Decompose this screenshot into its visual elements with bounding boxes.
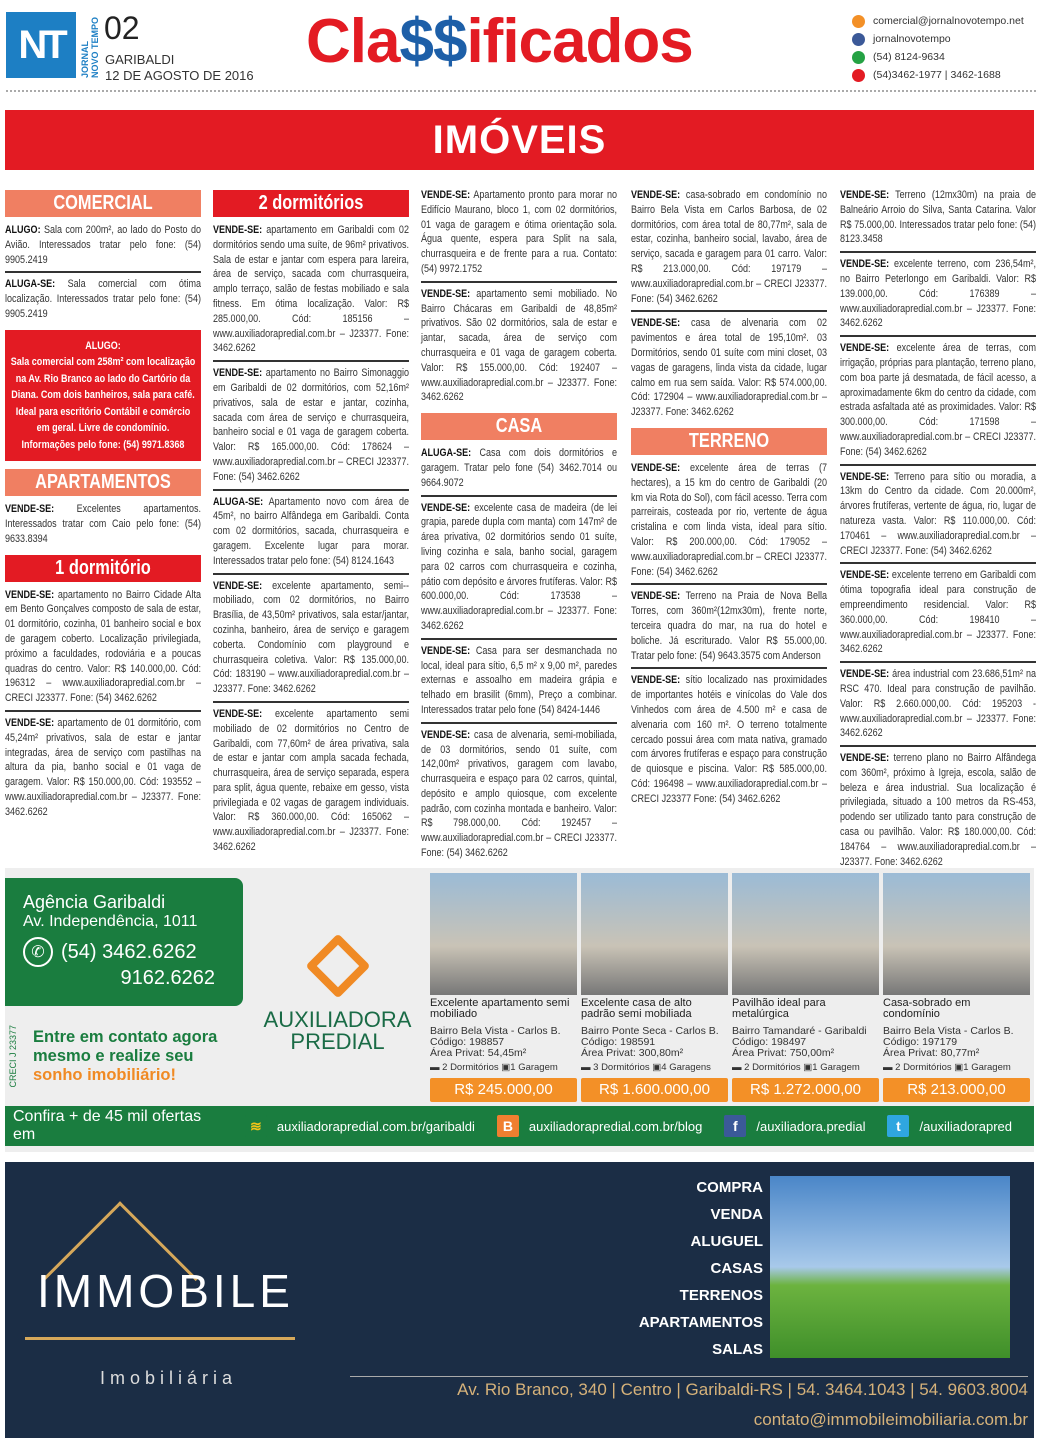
classified-column	[421, 188, 617, 869]
section-header: COMERCIAL	[5, 190, 201, 217]
classified-ad	[5, 277, 201, 325]
classified-ad	[421, 287, 617, 409]
agency-mobile: 9162.6262	[120, 967, 215, 989]
newspaper-name: JORNAL NOVO TEMPO	[80, 16, 100, 78]
property-photo	[883, 873, 1030, 995]
ad-text: casa de alvenaria, semi-mobiliada, de 03 dormitórios, sendo 01 suíte, com 142,00m² privativos, garagem com lavabo, churrasqueira e espaço para 02 carros, quintal, depósito e amplo quiosque, com excelente padrão, com cozinha montada e banheiro. Valor: R$ 798.000,00. Cód: 192457 – www.auxiliadorapredial.com.br – CRECI J23377. Fone: (54) 3462.6262	[421, 728, 617, 860]
ad-text: excelente apartamento semi mobiliado de 02 dormitórios no Centro de Garibaldi, com 77,60m² de área privativa, sala de estar e jantar com ampla sacada fechada, churrasqueira, área de serviço separada, espera para split, água quente, rebaixe em gesso, vista privilegiada e 02 vagas de garagem individuais. Valor: R$ 360.000,00. Cód: 165062 – www.auxiliadorapredial.com.br – J23377. Fone: 3462.6262	[213, 707, 409, 854]
property-title: Excelente casa de alto padrão semi mobiliada	[581, 997, 692, 1020]
ad-label: ALUGO:	[85, 339, 121, 352]
call-to-action	[33, 1028, 217, 1085]
property-code: Código: 198497	[732, 1036, 807, 1048]
immobile-logo: IMMOBILE	[37, 1265, 294, 1317]
classified-column	[213, 188, 409, 863]
classified-ad	[631, 188, 827, 312]
ad-label: VENDE-SE:	[213, 707, 263, 720]
price-button[interactable]: R$ 245.000,00	[430, 1078, 577, 1102]
ad-label: ALUGO:	[5, 224, 41, 236]
classified-ad	[840, 188, 1036, 253]
ad-label: VENDE-SE:	[631, 674, 681, 687]
page-number: 02	[104, 10, 140, 46]
classified-ad	[840, 470, 1036, 565]
newspaper-logo: NT	[6, 12, 76, 78]
garage: 4 Garagens	[661, 1062, 711, 1073]
immobile-ad	[5, 1162, 1034, 1438]
ad-text: Terreno para sítio ou moradia, a 13km do Centro da cidade. Com 20.000m², árvores frutíferas, vertente de água, rio, lugar de natureza vasta. Valor: R$ 110.000,00. Cód: 170461 – www.auxiliadorapredial.com.br – CRECI J23377. Fone: (54) 3462.6262	[840, 470, 1036, 557]
phone-icon	[852, 69, 865, 82]
cta-line: sonho imobiliário!	[33, 1066, 176, 1084]
rooms: 3 Dormitórios	[593, 1062, 650, 1073]
social-link[interactable]	[497, 1115, 702, 1137]
ad-label: VENDE-SE:	[840, 569, 890, 582]
property-location: Bairro Tamandaré - Garibaldi	[732, 1025, 867, 1037]
ad-text: casa-sobrado em condomínio no Bairro Bela Vista em Carlos Barbosa, de 02 dormitórios, com área total de 80,77m², sala de estar, cozinha, banheiro social, lavabo, área de serviço, sacada e garagem para 01 carro. Valor: R$ 213.000,00. Cód: 197179 – www.auxiliadorapredial.com.br – CRECI J23377. Fone: (54) 3462.6262	[631, 189, 827, 305]
ad-label: VENDE-SE:	[840, 189, 890, 201]
agency-phone: (54) 3462.6262	[61, 940, 197, 963]
immobile-email[interactable]: contato@immobileimobiliaria.com.br	[753, 1410, 1028, 1429]
property-code: Código: 197179	[883, 1036, 958, 1048]
classified-ad	[213, 495, 409, 575]
ad-text: Excelentes apartamentos. Interessados tratar com Caio pelo fone: (54) 9633.8394	[5, 503, 201, 545]
property-location: Bairro Bela Vista - Carlos B.	[883, 1025, 1014, 1037]
ad-text: Casa com dois dormitórios e garagem. Tratar pelo fone (54) 3462.7014 ou 9664.9072	[421, 447, 617, 489]
page-header	[0, 0, 1058, 92]
phone-icon: ✆	[23, 937, 53, 967]
classified-ad	[631, 673, 827, 810]
social-link[interactable]	[724, 1115, 865, 1137]
property-features	[581, 1062, 728, 1073]
immobile-address: Av. Rio Branco, 340 | Centro | Garibaldi-RS | 54. 3464.1043 | 54. 9603.8004	[457, 1380, 1028, 1399]
immobile-subtitle: Imobiliária	[100, 1368, 238, 1388]
property-title: Casa-sobrado em condomínio	[883, 997, 971, 1020]
ad-label: VENDE-SE:	[840, 470, 890, 483]
highlight-ad	[5, 330, 201, 462]
price-button[interactable]: R$ 1.272.000,00	[732, 1078, 879, 1102]
property-photo	[581, 873, 728, 995]
social-link[interactable]	[887, 1115, 1012, 1137]
classified-column	[631, 188, 827, 814]
contact-item	[852, 12, 1024, 30]
classified-column	[840, 188, 1036, 877]
ad-label: VENDE-SE:	[631, 590, 681, 603]
ad-label: VENDE-SE:	[213, 224, 263, 236]
classified-ad	[213, 707, 409, 859]
offers-bar	[5, 1106, 1034, 1146]
ad-label: ALUGA-SE:	[213, 495, 264, 508]
contact-text: comercial@jornalnovotempo.net	[873, 15, 1024, 27]
property-code: Código: 198591	[581, 1036, 656, 1048]
link-text[interactable]: auxiliadorapredial.com.br/blog	[528, 1118, 703, 1134]
ad-label: ALUGA-SE:	[5, 278, 56, 291]
service-item: SALAS	[712, 1341, 763, 1358]
brand-line: AUXILIADORA	[263, 1007, 412, 1032]
property-card[interactable]	[883, 873, 1030, 1098]
contact-text: (54)3462-1977 | 3462-1688	[873, 69, 1001, 81]
ad-text: excelente área de terras (7 hectares), a 15 km do centro de Garibaldi (20 km via Rota do Sol), com fácil acesso. Terra com parreirais, costeada por rio, vertente de água cristalina e com linda vista, ideal para sítio. Valor: R$ 200.000,00. Cód: 179052 – www.auxiliadorapredial.com.br – CRECI J23377. Fone: (54) 3462.6262	[631, 461, 827, 578]
ad-label: VENDE-SE:	[421, 189, 471, 201]
section-header: TERRENO	[631, 428, 827, 455]
ad-text: apartamento em Garibaldi com 02 dormitórios sendo uma suíte, de 96m² privativos. Sala de estar e jantar com espera para lareira, área de serviço, sacada com churrasqueira, amplo terraço, salão de festas mobiliado e sala fitness. Em ótima localização. Valor: R$ 285.000,00. Cód: 185156 – www.auxiliadorapredial.com.br – J23377. Fone: 3462.6262	[213, 224, 409, 355]
ad-label: VENDE-SE:	[5, 588, 55, 601]
ad-label: VENDE-SE:	[213, 367, 263, 380]
ad-label: VENDE-SE:	[840, 668, 890, 681]
logo-line	[25, 1337, 295, 1340]
property-area: Área Privat: 750,00m²	[732, 1047, 835, 1059]
facebook-icon: f	[724, 1115, 746, 1137]
property-features	[883, 1062, 1030, 1073]
ad-text: área industrial com 23.686,51m² na RSC 470. Ideal para construção de pavilhão. Valor: R$ 2.660.000,00. Cód: 195203 - www.auxiliadorapredial.com.br – J23377. Fone: 3462.6262	[840, 668, 1036, 740]
service-item: VENDA	[710, 1206, 763, 1223]
bed-icon: ▬	[430, 1062, 443, 1073]
divider	[350, 1376, 1028, 1377]
classified-ad	[840, 751, 1036, 873]
social-link[interactable]	[245, 1115, 475, 1137]
garage: 1 Garagem	[812, 1062, 860, 1073]
title-dollars: $$	[399, 7, 467, 76]
property-card[interactable]	[732, 873, 879, 1098]
brand-line: PREDIAL	[290, 1029, 385, 1054]
garage-icon: ▣	[800, 1062, 813, 1073]
ad-text: sítio localizado nas proximidades de importantes hotéis e vinícolas do Vale dos Vinhedos com área de 4.500 m² e casa de alvenaria com 160 m². O terreno totalmente cercado possui área com mata nativa, gramado com árvores frutíferas e espaço para construção de quiosque e piscina. Valor: R$ 585.000,00. Cód: 196498 – www.auxiliadorapredial.com.br – CRECI J23377 Fone: (54) 3462.6262	[631, 674, 827, 805]
classified-ad	[421, 446, 617, 496]
classified-ad	[840, 667, 1036, 747]
ad-text: Sala comercial com 258m² com localização na Av. Rio Branco ao lado do Cartório da Diana. Com dois banheiros, sala para café. Ideal para escritório Contábil e comércio em geral. Livre de condomínio. Informações pelo fone: (54) 9971.8368	[10, 356, 196, 451]
bed-icon: ▬	[883, 1062, 896, 1073]
classified-ad	[631, 589, 827, 669]
divider	[6, 90, 1036, 92]
garage-icon: ▣	[649, 1062, 662, 1073]
bed-icon: ▬	[732, 1062, 745, 1073]
wifi-icon: ≋	[245, 1115, 267, 1137]
ad-label: VENDE-SE:	[421, 644, 471, 657]
garage: 1 Garagem	[510, 1062, 558, 1073]
services-list	[605, 1174, 763, 1363]
garage-icon: ▣	[498, 1062, 511, 1073]
cta-line: mesmo e realize seu	[33, 1047, 194, 1065]
contact-list	[852, 12, 1024, 84]
section-header: APARTAMENTOS	[5, 469, 201, 496]
service-item: ALUGUEL	[690, 1233, 763, 1250]
issue-date: 12 DE AGOSTO DE 2016	[105, 68, 254, 83]
classified-ad	[213, 366, 409, 490]
property-card[interactable]	[581, 873, 728, 1098]
property-features	[430, 1062, 577, 1073]
rooms: 2 Dormitórios	[442, 1062, 499, 1073]
ad-label: VENDE-SE:	[5, 503, 55, 516]
ad-label: VENDE-SE:	[840, 752, 890, 765]
ad-label: VENDE-SE:	[421, 728, 471, 741]
classified-column	[5, 188, 201, 828]
city: GARIBALDI	[105, 52, 175, 67]
bed-icon: ▬	[581, 1062, 594, 1073]
ad-label: VENDE-SE:	[631, 189, 681, 201]
section-header: 2 dormitórios	[213, 190, 409, 217]
contact-text: (54) 8124-9634	[873, 51, 945, 63]
title-part: ificados	[466, 7, 693, 76]
rooms: 2 Dormitórios	[744, 1062, 801, 1073]
link-text[interactable]: /auxiliadorapred	[919, 1118, 1012, 1134]
property-title: Pavilhão ideal para metalúrgica	[732, 997, 826, 1020]
classified-ad	[5, 588, 201, 712]
ad-text: Casa para ser desmanchada no local, ideal para sítio, 6,5 m² x 9,00 m², paredes externas e assoalho em madeira grápia e telhado em brasilit (6mm), Preço a combinar. Interessados tratar pelo fone (54) 8424-1446	[421, 644, 617, 716]
ad-text: excelente apartamento, semi--mobiliado, com 02 dormitórios, no Bairro Brasília, de 43,50m² privativos, sala estar/jantar, cozinha, banheiro, área de serviço e garagem coberta. Condomínio com playground e churrasqueira coletiva. Valor: R$ 135.000,00. Cód: 183190 – www.auxiliadorapredial.com.br – J23377. Fone: 3462.6262	[213, 579, 409, 696]
property-location: Bairro Ponte Seca - Carlos B.	[581, 1025, 719, 1037]
ad-label: VENDE-SE:	[631, 317, 681, 330]
offers-lead: Confira + de 45 mil ofertas em	[13, 1108, 202, 1143]
building-diamond-icon	[305, 933, 370, 998]
classified-ad	[421, 644, 617, 724]
link-text[interactable]: auxiliadorapredial.com.br/garibaldi	[276, 1118, 475, 1134]
price-button[interactable]: R$ 1.600.000,00	[581, 1078, 728, 1102]
property-photo	[732, 873, 879, 995]
service-item: COMPRA	[696, 1179, 763, 1196]
contact-item	[852, 66, 1024, 84]
classified-ad	[840, 257, 1036, 337]
ad-text: Terreno na Praia de Nova Bella Torres, com 360m²(12mx30m), frente norte, terceira quadra do mar, na rua do hotel e boliche. Já escriturado. Valor R$ 55.000,00. Tratar pelo fone: (54) 9643.3575 com Anderson	[631, 590, 827, 662]
cta-line: Entre em contato agora	[33, 1028, 218, 1046]
ad-label: VENDE-SE:	[840, 342, 890, 355]
creci: CRECI J 23377	[8, 1025, 18, 1088]
ad-label: VENDE-SE:	[421, 287, 471, 300]
ad-text: casa de alvenaria com 02 pavimentos e área total de 195,10m². 03 Dormitórios, sendo 01 suíte com mini closet, 03 vagas de garagens, linda vista da cidade, lugar calmo em rua sem saída. Valor: R$ 574.000,00. Cód: 172904 – www.auxiliadorapredial.com.br – J23377. Fone: 3462.6262	[631, 317, 827, 419]
agency-box	[5, 878, 243, 1006]
classified-ad	[213, 223, 409, 362]
classified-ad	[421, 501, 617, 640]
contact-item	[852, 30, 1024, 48]
at-icon	[852, 15, 865, 28]
property-area: Área Privat: 54,45m²	[430, 1047, 527, 1059]
ad-text: excelente terreno em Garibaldi com ótima topografia ideal para construção de empreendimento residencial. Valor: R$ 360.000,00. Cód: 198410 – www.auxiliadorapredial.com.br – J23377. Fone: 3462.6262	[840, 569, 1036, 656]
property-title: Excelente apartamento semi mobiliado	[430, 997, 570, 1020]
classified-ad	[631, 316, 827, 424]
service-item: TERRENOS	[679, 1287, 763, 1304]
ad-text: Sala com 200m², ao lado do Posto do Avião. Interessados tratar pelo fone: (54) 9905.2419	[5, 224, 201, 266]
section-title	[306, 6, 693, 77]
property-features	[732, 1062, 879, 1073]
classified-ad	[213, 579, 409, 703]
property-area: Área Privat: 80,77m²	[883, 1047, 980, 1059]
ad-label: VENDE-SE:	[840, 258, 890, 271]
contact-item	[852, 48, 1024, 66]
ad-label: VENDE-SE:	[5, 717, 55, 730]
twitter-icon: t	[887, 1115, 909, 1137]
price-button[interactable]: R$ 213.000,00	[883, 1078, 1030, 1102]
classified-ad	[840, 568, 1036, 663]
blogger-icon: B	[497, 1115, 519, 1137]
ad-text: excelente casa de madeira (de lei grapia, parede dupla com manta) com 147m² de área privativa, 02 dormitórios sendo 01 suíte, living cozinha e sala, banho social, garagem para 02 carros com churrasqueira e cozinha, pátio com depósito e árvores frutíferas. Valor: R$ 600.000,00. Cód: 173538 – www.auxiliadorapredial.com.br – J23377. Fone: 3462.6262	[421, 501, 617, 632]
ad-label: VENDE-SE:	[631, 461, 681, 474]
ad-text: Apartamento novo com área de 45m², no bairro Alfândega em Garibaldi. Conta com 02 dormitórios, sacada, churrasqueira e garagem. Excelente lugar para morar. Interessados tratar pelo fone: (54) 8124.1643	[213, 495, 409, 567]
rooms: 2 Dormitórios	[895, 1062, 952, 1073]
ad-text: apartamento no Bairro Cidade Alta em Bento Gonçalves composto de sala de estar, 01 dormitório, cozinha, 01 banheiro social e box de garagem coberto. Localização privilegiada, próximo a faculdades, rodoviária e a poucas quadras do centro. Valor: R$ 140.000,00. Cód: 196312 – www.auxiliadorapredial.com.br – CRECI J23377. Fone: (54) 3462.6262	[5, 588, 201, 705]
classified-ad	[840, 341, 1036, 465]
garage: 1 Garagem	[963, 1062, 1011, 1073]
title-part: Cla	[306, 7, 400, 76]
ad-text: excelente área de terras, com irrigação, próprias para plantação, terreno plano, com boa parte já desmatada, de fácil acesso, a aproximadamente 6km do centro da cidade, com estrada asfaltada até as proximidades. Valor: R$ 300.000,00. Cód: 171598 – www.auxiliadorapredial.com.br – CRECI J23377. Fone: (54) 3462.6262	[840, 342, 1036, 458]
classified-ad	[631, 461, 827, 585]
ad-label: ALUGA-SE:	[421, 447, 472, 460]
ad-text: apartamento de 01 dormitório, com 45,24m² privativos, sala de estar e jantar integradas, área de serviço com pastilhas na altura da pia, banho social e 01 vaga de garagem. Valor: R$ 150.000,00. Cód: 193552 – www.auxiliadorapredial.com.br – J23377. Fone: 3462.6262	[5, 717, 201, 818]
auxiliadora-logo	[256, 943, 419, 1053]
ad-text: excelente terreno, com 236,54m², no Bairro Peterlongo em Garibaldi. Valor: R$ 139.000,00. Cód: 176389 – www.auxiliadorapredial.com.br – J23377. Fone: 3462.6262	[840, 258, 1036, 330]
ad-label: VENDE-SE:	[213, 579, 263, 592]
ad-text: apartamento semi mobiliado. No Bairro Chácaras em Garibaldi de 48,85m² privativos. São 02 dormitórios, sala de estar e jantar, sacada, área de serviço com churrasqueira e 01 vaga de garagem coberta. Valor: R$ 155.000,00. Cód: 192407 – www.auxiliadorapredial.com.br – J23377. Fone: 3462.6262	[421, 287, 617, 404]
classified-ad	[5, 716, 201, 824]
property-area: Área Privat: 300,80m²	[581, 1047, 684, 1059]
ad-text: Terreno (12mx30m) na praia de Balneário Arroio do Silva, Santa Catarina. Valor R$ 75.000,00. Interessados tratar pelo fone: (54) 8123.3458	[840, 189, 1036, 246]
section-header: CASA	[421, 413, 617, 440]
agency-address: Av. Independência, 1011	[23, 913, 198, 930]
classified-ad	[5, 223, 201, 273]
property-photo	[430, 873, 577, 995]
imoveis-banner: IMÓVEIS	[5, 110, 1034, 170]
garage-icon: ▣	[951, 1062, 964, 1073]
ad-label: VENDE-SE:	[421, 501, 471, 514]
ad-text: terreno plano no Bairro Alfândega com 360m², próximo à Igreja, escola, salão de beleza e área industrial. Sua localização é privilegiada, situado a 100 metros da RS-453, podendo ser utilizado tanto para construção de casa ou pavilhão. Valor: R$ 180.000,00. Cód: 184764 – www.auxiliadorapredial.com.br – J23377. Fone: 3462.6262	[840, 752, 1036, 868]
ad-text: apartamento no Bairro Simonaggio em Garibaldi de 02 dormitórios, com 52,16m² privativos, sala de estar e jantar, cozinha, sacada com área de serviço e churrasqueira, banheiro social e 01 vaga de garagem coberta. Valor: R$ 165.000,00. Cód: 178624 – www.auxiliadorapredial.com.br – CRECI J23377. Fone: (54) 3462.6262	[213, 367, 409, 483]
classified-ad	[421, 728, 617, 865]
link-text[interactable]: /auxiliadora.predial	[756, 1118, 866, 1134]
service-item: CASAS	[710, 1260, 763, 1277]
ad-text: Apartamento pronto para morar no Edifício Maurano, bloco 1, com 02 dormitórios, 01 vaga de garagem e ótima orientação sola. Água quente, espera para Split na sala, churrasqueira e de frente para a rua. Contato: (54) 9972.1752	[421, 189, 617, 275]
classified-ad	[5, 502, 201, 550]
property-code: Código: 198857	[430, 1036, 505, 1048]
facebook-icon	[852, 33, 865, 46]
whatsapp-icon	[852, 51, 865, 64]
agency-name: Agência Garibaldi	[23, 892, 166, 912]
property-card[interactable]	[430, 873, 577, 1098]
contact-text: jornalnovotempo	[873, 33, 951, 45]
ad-text: Sala comercial com ótima localização. Interessados tratar pelo fone: (54) 9905.2419	[5, 278, 201, 320]
service-item: APARTAMENTOS	[638, 1314, 763, 1331]
handshake-photo	[770, 1176, 1010, 1358]
section-header: 1 dormitório	[5, 555, 201, 582]
property-location: Bairro Bela Vista - Carlos B.	[430, 1025, 561, 1037]
classified-ad	[421, 188, 617, 283]
